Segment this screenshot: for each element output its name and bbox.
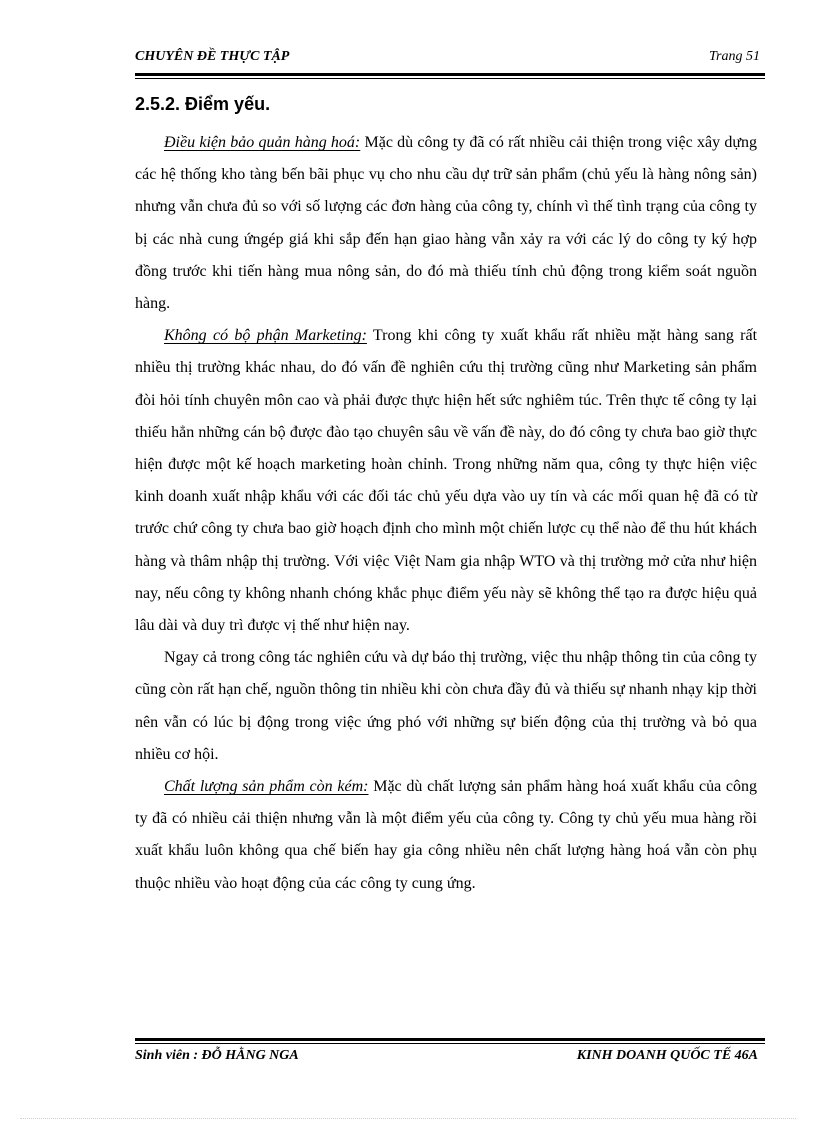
paragraph-quality bbox=[135, 771, 757, 900]
section-heading: 2.5.2. Điểm yếu. bbox=[135, 94, 271, 114]
page-header bbox=[135, 49, 760, 69]
footer-rule-thick bbox=[135, 1038, 765, 1041]
paragraph-text: Trong khi công ty xuất khẩu rất nhiều mặt hàng sang rất nhiều thị trường khác nhau, do đó vấn đề nghiên cứu thị trường cũng như Marketing sản phẩm đòi hỏi tính chuyên môn cao và phải được thực hiện hết sức nghiêm túc. Trên thực tế công ty lại thiếu hẳn những cán bộ được đào tạo chuyên sâu về vấn đề này, do đó công ty chưa bao giờ thực hiện được một kế hoạch marketing hoàn chỉnh. Trong những năm qua, công ty thực hiện việc kinh doanh xuất nhập khẩu với các đối tác chủ yếu dựa vào uy tín và các mối quan hệ đã có từ trước chứ công ty chưa bao giờ hoạch định cho mình một chiến lược cụ thể nào để thu hút khách hàng và thâm nhập thị trường. Với việc Việt Nam gia nhập WTO và thị trường mở cửa như hiện nay, nếu công ty không nhanh chóng khắc phục điểm yếu này sẽ không thể tạo ra được hiệu quả lâu dài và duy trì được vị thế như hiện nay. bbox=[135, 327, 758, 635]
header-rule-thin bbox=[135, 78, 765, 79]
paragraph-research bbox=[135, 642, 757, 771]
header-page-number: Trang 51 bbox=[709, 49, 760, 64]
paragraph-lead: Điều kiện bảo quản hàng hoá: bbox=[164, 134, 361, 151]
paragraph-text: Mặc dù chất lượng sản phẩm hàng hoá xuất khẩu của công ty đã có nhiều cải thiện nhưng vẫn là một điểm yếu của công ty. Công ty chủ yếu mua hàng rồi xuất khẩu luôn không qua chế biến hay gia công nhiều nên chất lượng hàng hoá vẫn còn phụ thuộc nhiều vào hoạt động của các công ty cung ứng. bbox=[135, 778, 758, 892]
footer-rule-thin bbox=[135, 1043, 765, 1044]
header-rule-thick bbox=[135, 73, 765, 76]
paragraph-lead: Chất lượng sản phẩm còn kém: bbox=[164, 778, 369, 796]
paragraph-lead: Không có bộ phận Marketing: bbox=[164, 327, 367, 345]
footer-student: Sinh viên : ĐỖ HẰNG NGA bbox=[135, 1048, 299, 1063]
paragraph-marketing bbox=[135, 320, 757, 642]
paragraph-storage bbox=[135, 127, 757, 320]
page-footer bbox=[135, 1048, 758, 1068]
paragraph-text: Mặc dù công ty đã có rất nhiều cải thiện trong việc xây dựng các hệ thống kho tàng bến bãi phục vụ cho nhu cầu dự trữ sản phẩm (chủ yếu là hàng nông sản) nhưng vẫn chưa đủ so với số lượng các đơn hàng của công ty, chính vì thế tình trạng của công ty bị các nhà cung ứngép giá khi sắp đến hạn giao hàng vẫn xảy ra với các lý do công ty ký hợp đồng trước khi tiến hàng mua nông sản, do đó mà thiếu tính chủ động trong kiểm soát nguồn hàng. bbox=[135, 134, 758, 313]
paragraph-text: Ngay cả trong công tác nghiên cứu và dự báo thị trường, việc thu nhập thông tin của công ty cũng còn rất hạn chế, nguồn thông tin nhiều khi còn chưa đầy đủ và thiếu sự nhanh nhạy kịp thời nên vẫn có lúc bị động trong việc ứng phó với những sự biến động của thị trường và bỏ qua nhiều cơ hội. bbox=[135, 649, 757, 763]
body-text bbox=[135, 127, 757, 900]
page-bottom-dotted-line bbox=[20, 1118, 796, 1119]
header-title: CHUYÊN ĐỀ THỰC TẬP bbox=[135, 49, 290, 64]
footer-class: KINH DOANH QUỐC TẾ 46A bbox=[576, 1048, 758, 1063]
